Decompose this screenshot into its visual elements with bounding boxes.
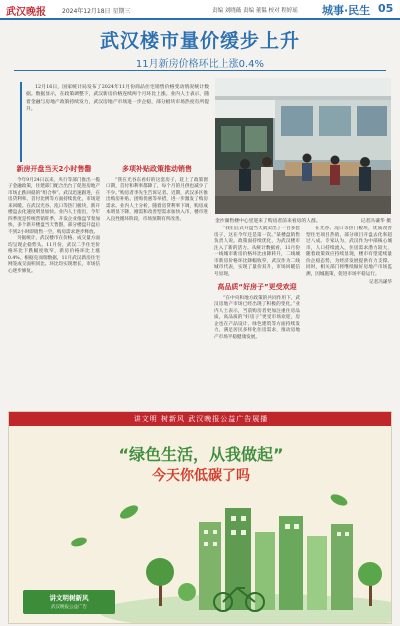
article-column-4 bbox=[306, 226, 392, 408]
ad-banner-text: 讲文明 树新风 武汉晚报公益广告展播 bbox=[133, 415, 269, 423]
subheading-quality-housing: 高品质“好房子”更受欢迎 bbox=[217, 283, 297, 291]
article-column-3 bbox=[214, 226, 300, 408]
page-header bbox=[0, 0, 400, 20]
lead-accent-bar bbox=[20, 82, 22, 162]
article-headline: 武汉楼市量价缓步上升 bbox=[99, 30, 300, 52]
sales-center-photo bbox=[215, 78, 391, 214]
headline-rule bbox=[14, 70, 386, 71]
column-1-paragraph-2: 另据统计，武汉楼市在价格、成交量方面均呈现企稳势头。11月份，武汉二手住宅价格环比下跌幅度收窄，新房价格环比上涨0.4%。根据克而瑞数据，11月武汉新房住宅网签成交面积同比、环比均实现增长，市场信心逐步修复。 bbox=[8, 236, 100, 274]
section-title: 城事·民生 bbox=[322, 4, 371, 17]
public-service-ad bbox=[8, 411, 392, 624]
article-byline: 记者冯谦华 bbox=[369, 280, 392, 285]
editor-credits: 责编 刘晓薇 责编 董韫 校对 程婷瑶 bbox=[212, 8, 298, 14]
ad-logo-title: 讲文明树新风 bbox=[49, 594, 89, 602]
issue-date: 2024年12月18日 星期三 bbox=[62, 8, 131, 15]
subheading-subsidy: 多项补贴政策推动销售 bbox=[122, 165, 192, 173]
column-1-paragraph: 今年9月24日以来，央行等部门推出一揽子金融政策，住建部门配合出台了促进房地产市场止跌回稳的“组合拳”。武汉迅速跟进，在房贷利率、首付比例等方面持续优化，市场迎来回暖。在武汉光谷、沌口等热门板块，新开楼盘去化速度明显加快。业内人士指出，今年四季度是传统营销旺季，开发企业推盘节奏加快，多个新开楼盘当天售罄，部分楼盘开盘后不到2小时即销售一空，购房需求逐步释放。 bbox=[8, 177, 100, 235]
photo-illustration bbox=[215, 78, 391, 214]
column-4-paragraph: 在光谷、沌口等热门板块，优质改善型住宅项目热销，部分项目开盘去化率超过八成。专家认为，武汉作为中部核心城市，人口持续流入，住房需求潜力较大，随着政策效应持续显现，楼市有望延续量价企稳态势，为经济发展提供有力支撑。同时，相关部门将继续做好房地产市场监测，因城施策，促进市场平稳运行。 bbox=[306, 226, 392, 277]
photo-credit: 记者冯谦华 摄 bbox=[360, 219, 391, 224]
subheading-sold-out: 新房开盘当天2小时售罄 bbox=[16, 165, 92, 173]
page-number: 05 bbox=[378, 2, 394, 15]
article-column-1 bbox=[8, 160, 100, 408]
column-3-paragraph: “我们正式开盘当天就卖出了一百多套房子，这在今年还是第一次。”某楼盘销售负责人说。政策面持续优化，为武汉楼市注入了新的活力。从统计数据看，11月份一线城市新房价格环比由降转升，二线城市新房价格环比降幅收窄，武汉作为二线城市代表，实现了量价双升，市场回暖信号显现。 bbox=[214, 226, 300, 277]
photo-caption bbox=[215, 217, 391, 224]
ad-slogan-green-life: “绿色生活，从我做起” bbox=[118, 445, 284, 464]
article-subhead: 11月新房价格环比上涨0.4% bbox=[135, 59, 265, 70]
ad-logo-subtitle: 武汉晚报公益广告 bbox=[51, 605, 87, 610]
column-3-paragraph-2: “在中央和地方政策的共同作用下，武汉房地产市场已经出现了积极的变化。”业内人士表示，当前购房者更加注重住房品质，高品质的“好房子”更受市场欢迎，房企也在产品设计、绿色建筑等方面持续发力，满足居民多样化住房需求，推动房地产市场平稳健康发展。 bbox=[214, 295, 300, 340]
article-lead: 12月16日，国家统计局发布了2024年11月份商品住宅销售价格变动情况统计数据。数据显示，在政策调整下，武汉新房价格连续两个月环比上涨。业内人士表示，随着金融与房地产政策持续发力，武汉房地产市场进一步企稳，部分板块市场热度有所提升。 bbox=[26, 85, 209, 113]
article-column-2 bbox=[106, 160, 208, 408]
column-2-paragraph: “我在光谷东看好的这套房子，赶上了政策窗口期，首付和利率都降了，每个月的月供也减少了不少。”购房者李先生告诉记者。近期，武汉多区推出购房补贴、团购优惠等举措，进一步激发了购房需求。业内人士分析，随着房贷利率下调，购房成本明显下降，刚需和改善型需求加快入市，楼市进入良性循环阶段，市场预期有所改善。 bbox=[106, 177, 208, 222]
ad-slogan-low-carbon: 今天你低碳了吗 bbox=[152, 468, 250, 484]
photo-caption-text: 金沙湖售楼中心里迎来了购房者前来看房的人群。 bbox=[215, 219, 321, 224]
masthead: 武汉晚报 bbox=[6, 7, 46, 18]
